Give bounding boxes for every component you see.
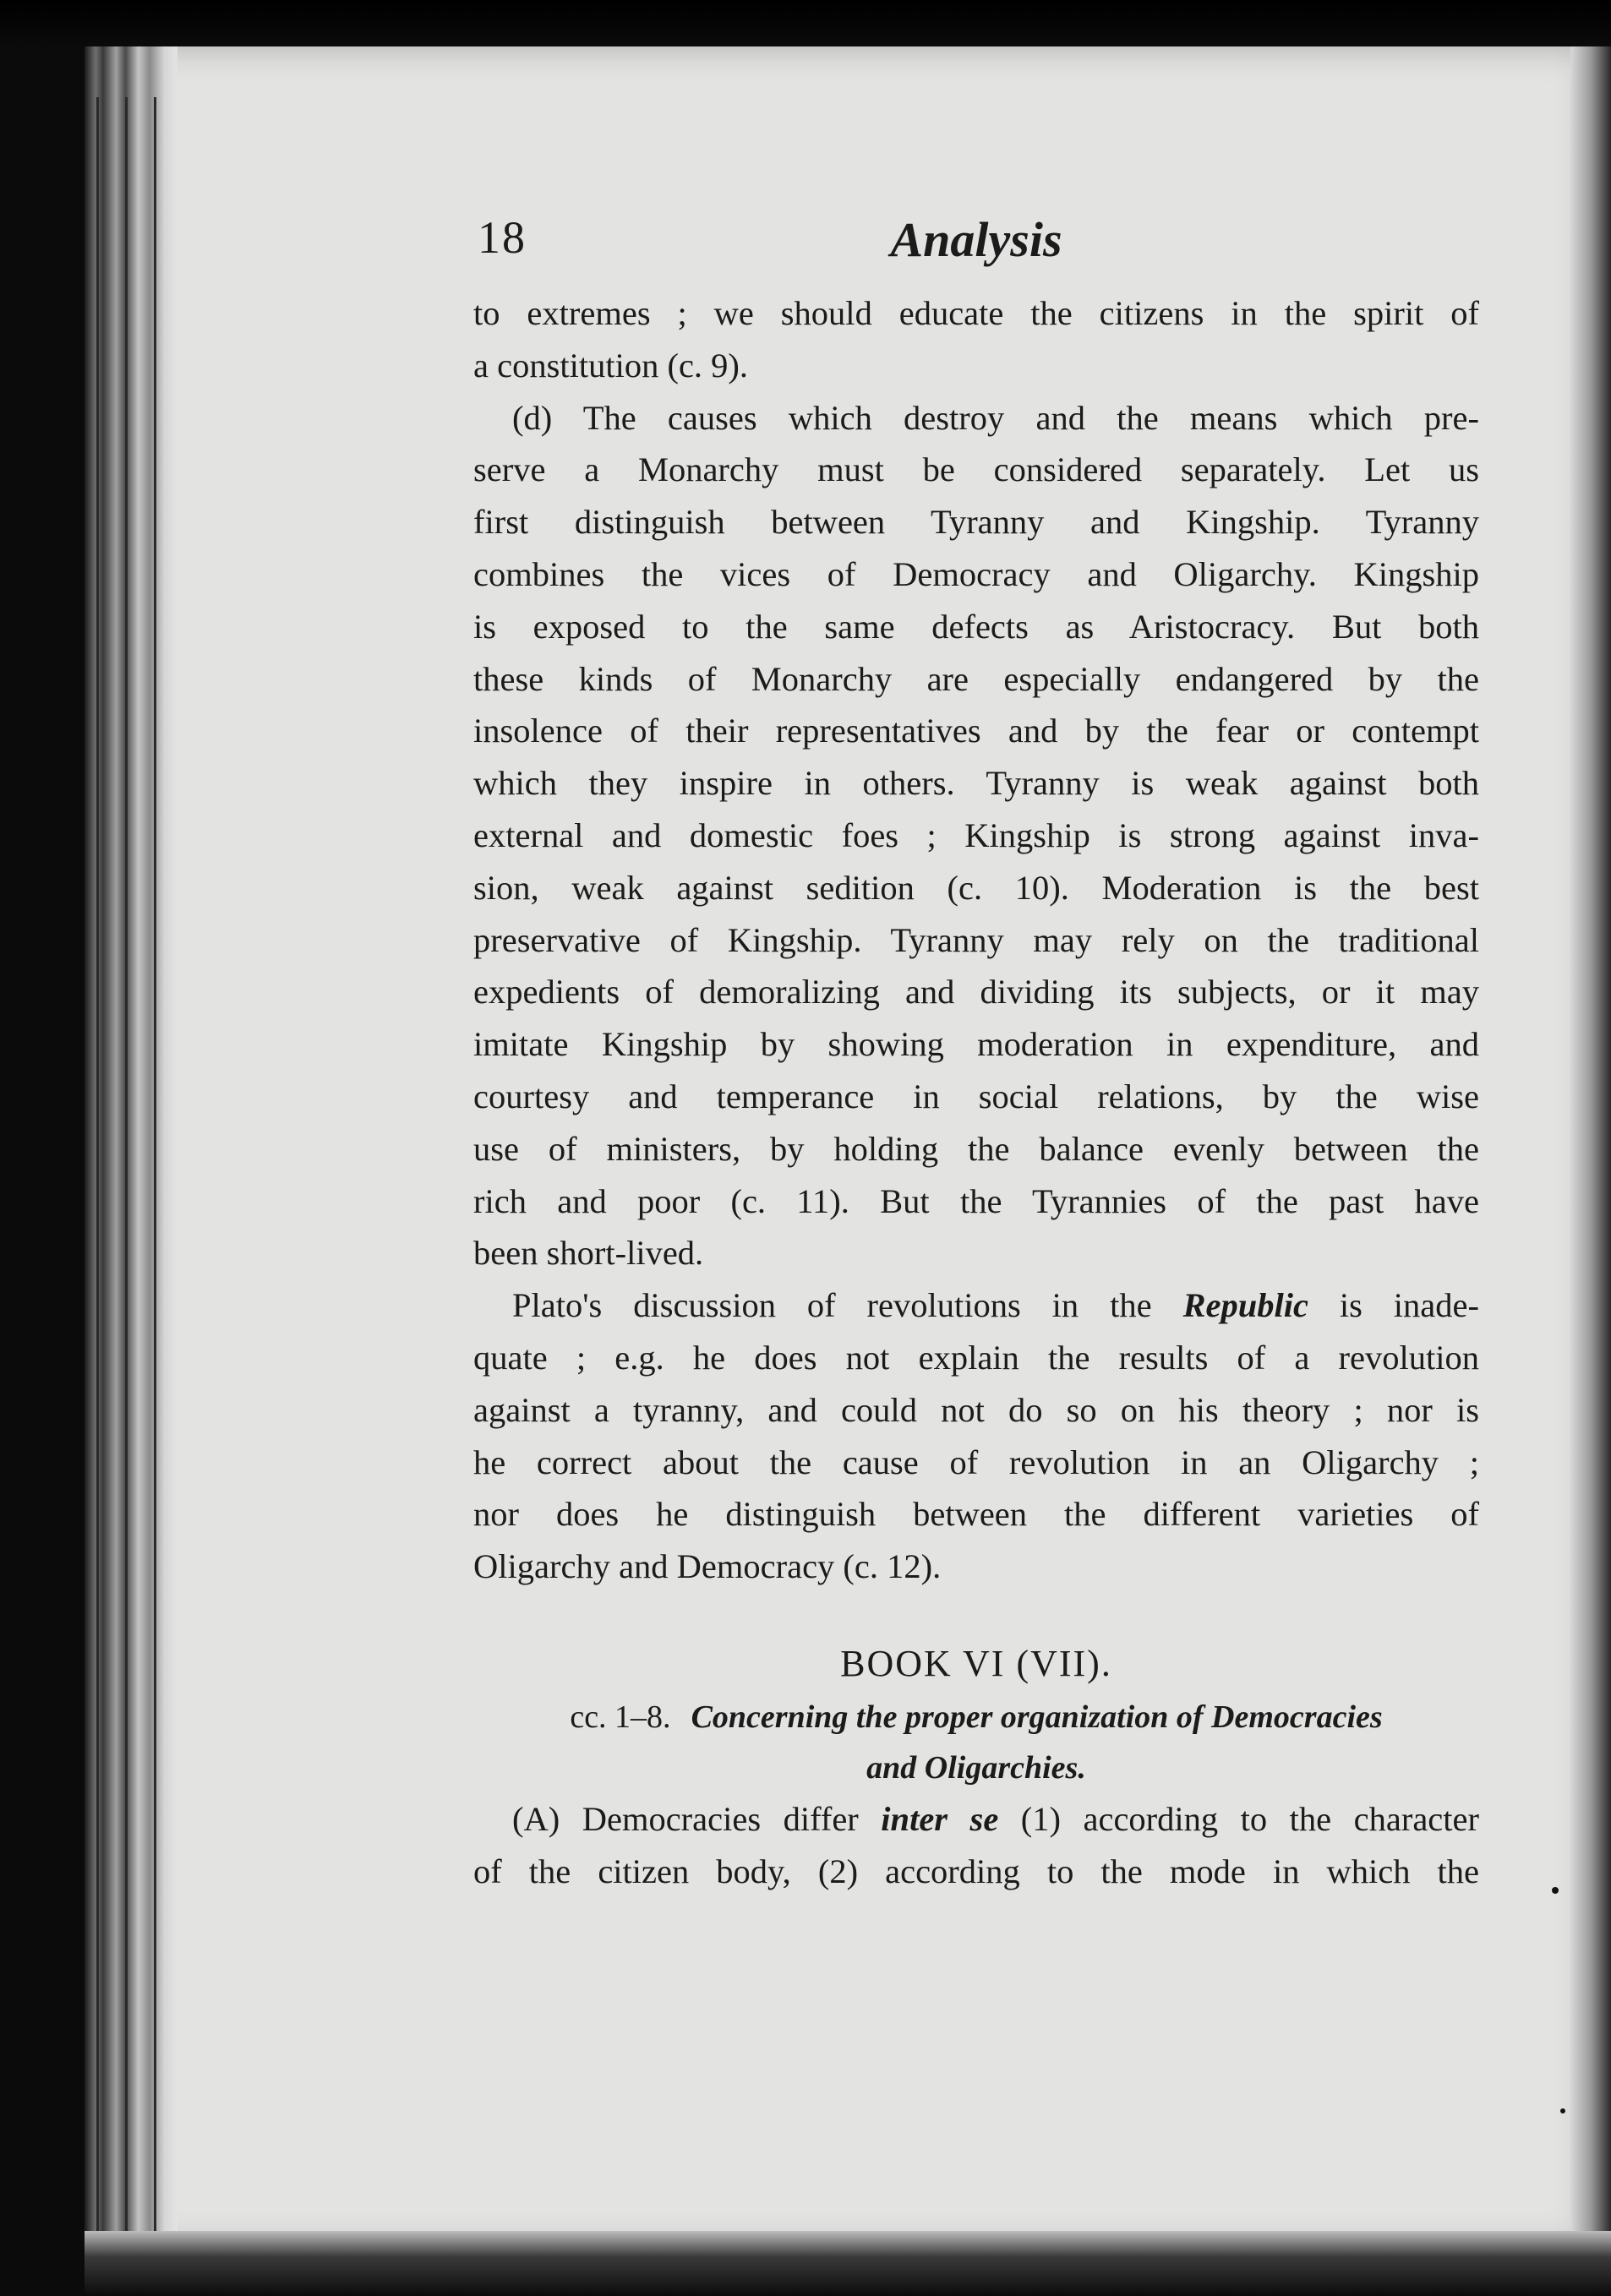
paragraph-2	[473, 392, 1479, 1280]
italic-title-republic: Republic	[1182, 1286, 1308, 1325]
chapter-range: cc. 1–8.	[570, 1699, 671, 1735]
text-line: courtesy and temperance in social relations, by the wise	[473, 1077, 1479, 1115]
text-line: serve a Monarchy must be considered separately. Let us	[473, 450, 1479, 489]
text-line: these kinds of Monarchy are especially endangered by the	[473, 659, 1479, 698]
text-line: to extremes ; we should educate the citizens in the spirit of	[473, 294, 1479, 332]
text-line	[473, 1279, 1479, 1332]
paragraph-3	[473, 1279, 1479, 1593]
text-block	[473, 211, 1479, 1898]
page-number: 18	[478, 212, 527, 263]
text-line: first distinguish between Tyranny and Kingship. Tyranny	[473, 503, 1479, 542]
text-run: Plato's discussion of revolutions in the	[512, 1286, 1183, 1325]
scan-speck	[1552, 1887, 1559, 1894]
text-line: he correct about the cause of revolution in an Oligarchy ;	[473, 1442, 1479, 1481]
text-line: sion, weak against sedition (c. 10). Moderation is the best	[473, 868, 1479, 907]
text-line: (d) The causes which destroy and the means which pre-	[512, 398, 1479, 437]
text-line: is exposed to the same defects as Aristocracy. But both	[473, 607, 1479, 646]
italic-phrase-inter-se: inter se	[881, 1799, 999, 1838]
scan-speck	[1560, 2108, 1565, 2113]
text-line: a constitution (c. 9).	[473, 346, 749, 384]
text-line: Oligarchy and Democracy (c. 12).	[473, 1547, 942, 1586]
text-line: expedients of demoralizing and dividing its subjects, or it may	[473, 973, 1479, 1012]
book-heading: BOOK VI (VII).	[840, 1642, 1112, 1684]
chapter-heading	[473, 1692, 1479, 1793]
text-line: external and domestic foes ; Kingship is strong against inva-	[473, 815, 1479, 854]
text-line: nor does he distinguish between the different varieties of	[473, 1495, 1479, 1534]
text-run: (1) according to the character	[998, 1799, 1479, 1838]
text-line: quate ; e.g. he does not explain the results of a revolution	[473, 1338, 1479, 1377]
binding-line	[154, 97, 156, 2261]
text-line: been short-lived.	[473, 1234, 704, 1273]
text-line: use of ministers, by holding the balance evenly between the	[473, 1129, 1479, 1168]
text-line: preservative of Kingship. Tyranny may rely on the traditional	[473, 920, 1479, 959]
chapter-title-continuation: and Oligarchies.	[866, 1749, 1086, 1786]
paragraph-4	[473, 1793, 1479, 1898]
binding-line	[125, 97, 128, 2261]
chapter-heading-line	[473, 1692, 1479, 1742]
text-line: against a tyranny, and could not do so on his theory ; nor is	[473, 1390, 1479, 1429]
text-line	[473, 1793, 1479, 1846]
page-binding	[85, 46, 177, 2248]
text-line: imitate Kingship by showing moderation in expenditure, and	[473, 1025, 1479, 1064]
paragraph-1	[473, 287, 1479, 392]
text-run: (A) Democracies differ	[512, 1799, 882, 1838]
text-line: combines the vices of Democracy and Oligarchy. Kingship	[473, 554, 1479, 593]
text-run: is inade-	[1308, 1286, 1479, 1325]
scan-top-edge	[0, 0, 1611, 51]
binding-line	[96, 97, 99, 2261]
running-title: Analysis	[890, 212, 1062, 267]
text-line: which they inspire in others. Tyranny is weak against both	[473, 764, 1479, 803]
running-head	[473, 211, 1479, 287]
text-line: insolence of their representatives and by the fear or contempt	[473, 712, 1479, 750]
text-line: of the citizen body, (2) according to the mode in which the	[473, 1852, 1479, 1890]
chapter-title: Concerning the proper organization of Democracies	[691, 1699, 1383, 1735]
text-line: rich and poor (c. 11). But the Tyrannies of the past have	[473, 1181, 1479, 1220]
page-right-edge	[1570, 46, 1611, 2248]
page-bottom-edge	[85, 2231, 1611, 2296]
